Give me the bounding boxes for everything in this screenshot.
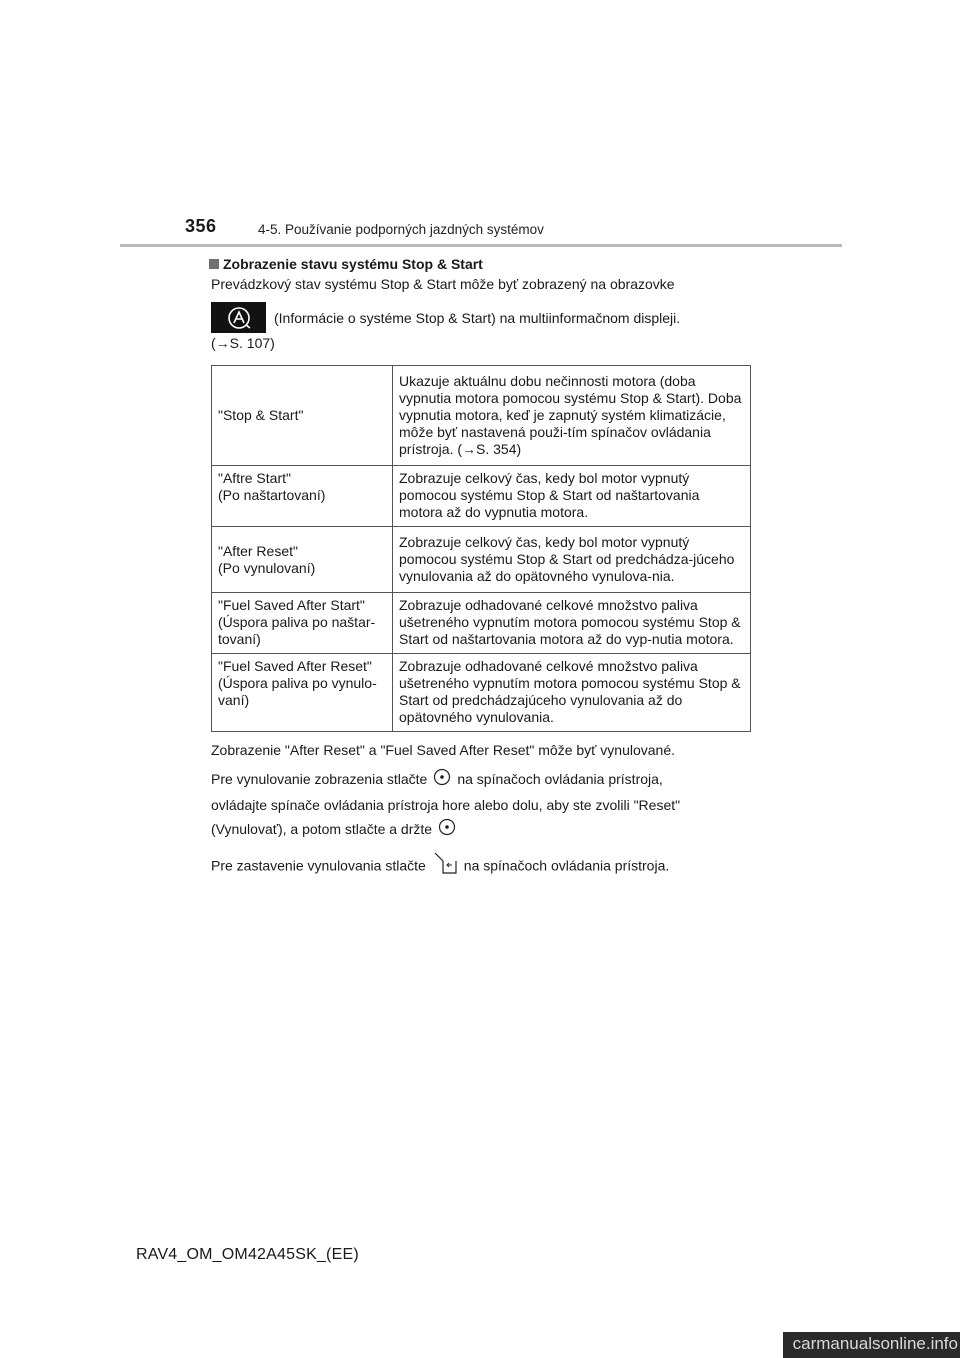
intro-reference: (→S. 107) (211, 335, 275, 351)
content (211, 254, 751, 884)
document-code: RAV4_OM_OM42A45SK_(EE) (136, 1246, 359, 1263)
page-number: 356 (185, 216, 217, 236)
section-heading: Zobrazenie stavu systému Stop & Start (211, 254, 751, 274)
table-row (212, 527, 751, 593)
reset-instructions: Pre vynulovanie zobrazenia stlačte na spínačoch ovládania prístroja, ovládajte spínače ovládania prístroja hore alebo dolu, aby ste zvolili "Reset" (Vynulovať), a potom stlačte a držte (211, 767, 751, 843)
back-switch-icon (432, 850, 458, 884)
table-desc-cell: Ukazuje aktuálnu dobu nečinnosti motora (doba vypnutia motora pomocou systému Stop & Start). Doba vypnutia motora, keď je zapnutý systém klimatizácie, môže byť nastavená použi-tím spínačov ovládania prístroja. (→S. 354) (393, 366, 751, 466)
table-row (212, 654, 751, 732)
table-label-cell: "After Reset" (Po vynulovaní) (212, 527, 393, 593)
stop-reset-instruction: Pre zastavenie vynulovania stlačte na spínačoch ovládania prístroja. (211, 850, 751, 884)
intro-line-1: Prevádzkový stav systému Stop & Start môže byť zobrazený na obrazovke (211, 276, 675, 292)
table-label-cell: "Stop & Start" (212, 366, 393, 466)
table-label-cell: "Fuel Saved After Start" (Úspora paliva po naštar-tovaní) (212, 593, 393, 654)
intro-line-2: (Informácie o systéme Stop & Start) na multiinformačnom displeji. (274, 309, 681, 326)
table-desc-cell: Zobrazuje odhadované celkové množstvo paliva ušetreného vypnutím motora pomocou systému Stop & Start od predchádzajúceho vynulovania až do opätovného vynulovania. (393, 654, 751, 732)
enter-switch-icon (433, 768, 451, 793)
square-bullet-icon (209, 259, 219, 269)
intro-icon-line (211, 302, 751, 333)
enter-switch-icon (438, 818, 456, 843)
info-table (211, 365, 751, 732)
table-label-cell: "Fuel Saved After Reset" (Úspora paliva po vynulo-vaní) (212, 654, 393, 732)
header-divider (120, 244, 842, 247)
table-desc-cell: Zobrazuje celkový čas, kedy bol motor vypnutý pomocou systému Stop & Start od predchádza-júceho vynulovania až do opätovného vynulova-nia. (393, 527, 751, 593)
reset-note: Zobrazenie "After Reset" a "Fuel Saved After Reset" môže byť vynulované. (211, 742, 676, 758)
table-desc-cell: Zobrazuje odhadované celkové množstvo paliva ušetreného vypnutím motora pomocou systému Stop & Start od naštartovania motora až do vyp-nutia motora. (393, 593, 751, 654)
table-label-cell: "Aftre Start" (Po naštartovaní) (212, 466, 393, 527)
watermark: carmanualsonline.info (783, 1332, 960, 1358)
table-desc-cell: Zobrazuje celkový čas, kedy bol motor vypnutý pomocou systému Stop & Start od naštartovania motora až do vypnutia motora. (393, 466, 751, 527)
section-title: 4-5. Používanie podporných jazdných systémov (258, 222, 544, 237)
table-row (212, 593, 751, 654)
table-row (212, 466, 751, 527)
table-row (212, 366, 751, 466)
stop-start-info-icon (211, 302, 266, 333)
